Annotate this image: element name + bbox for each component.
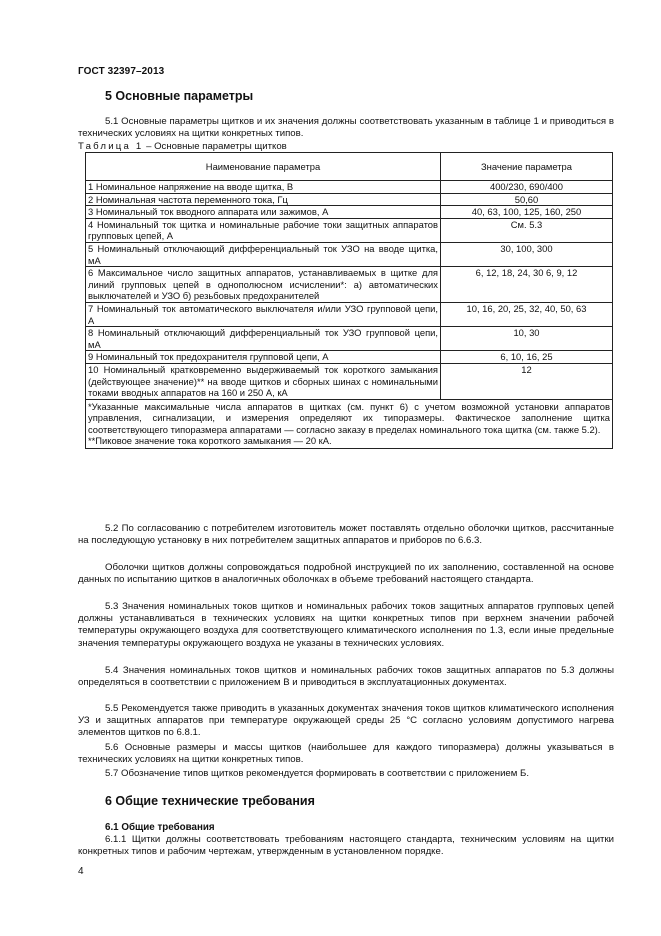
section-6-title: 6 Общие технические требования [105, 794, 315, 808]
paragraph-6-1-1-text: 6.1.1 Щитки должны соответствовать требованиям настоящего стандарта, техническим условиям на щитки конкретных типов и рабочим чертежам, утвержденным в установленном порядке. [78, 834, 614, 858]
paragraph-5-7 [78, 768, 614, 780]
paragraph-5-5-text: 5.5 Рекомендуется также приводить в указанных документах значения токов щитков климатического исполнения УЗ и защитных аппаратов при температуре окружающей среды 25 °С согласно условиям допустимого нагрева элементов щитков по 6.8.1. [78, 703, 614, 739]
table-cell-param: 4 Номинальный ток щитка и номинальные рабочие токи защитных аппаратов групповых цепей, А [86, 218, 441, 242]
paragraph-5-3 [78, 601, 614, 650]
subsection-6-1-title: 6.1 Общие требования [105, 822, 215, 833]
table-cell-value: См. 5.3 [441, 218, 613, 242]
table-row [86, 302, 613, 326]
table-row [86, 267, 613, 303]
paragraph-5-2 [78, 523, 614, 547]
table-header-value: Значение параметра [441, 153, 613, 181]
table-row [86, 242, 613, 266]
table-notes [86, 399, 613, 448]
table-cell-value: 10, 30 [441, 327, 613, 351]
table-cell-value: 12 [441, 363, 613, 399]
table-cell-param: 6 Максимальное число защитных аппаратов, устанавливаемых в щитке для линий групповых цепей в однополюсном исчислении*: а) автоматических выключателей и УЗО б) резьбовых предохранителей [86, 267, 441, 303]
table-cell-param: 1 Номинальное напряжение на вводе щитка, В [86, 181, 441, 194]
paragraph-5-7-text: 5.7 Обозначение типов щитков рекомендуется формировать в соответствии с приложением Б. [105, 768, 529, 779]
table-cell-param: 10 Номинальный кратковременно выдерживаемый ток короткого замыкания (действующее значение)** на вводе щитков и сборных шинах с номинальными токами вводных аппаратов на 160 и 250 А, кА [86, 363, 441, 399]
table-caption [78, 141, 287, 152]
page-number: 4 [78, 866, 84, 877]
table-header-row [86, 153, 613, 181]
table-cell-param: 5 Номинальный отключающий дифференциальный ток УЗО на вводе щитка, мА [86, 242, 441, 266]
paragraph-5-3-text: 5.3 Значения номинальных токов щитков и номинальных рабочих токов защитных аппаратов групповых цепей должны устанавливаться в технических условиях на щитки конкретных типов при верхнем значении рабочей температуры окружающего воздуха для соответствующего климатического исполнения по 1.3, если иные предельные значения температуры окружающего воздуха не указаны в технических условиях. [78, 601, 614, 649]
table-row [86, 363, 613, 399]
table-cell-param: 9 Номинальный ток предохранителя групповой цепи, А [86, 351, 441, 364]
table-cell-param: 7 Номинальный ток автоматического выключателя и/или УЗО групповой цепи, А [86, 302, 441, 326]
table-row [86, 206, 613, 219]
table-caption-text: – Основные параметры щитков [143, 141, 287, 152]
section-5-title: 5 Основные параметры [105, 89, 254, 103]
table-cell-value: 6, 10, 16, 25 [441, 351, 613, 364]
table-header-name: Наименование параметра [86, 153, 441, 181]
table-cell-value: 50,60 [441, 193, 613, 206]
table-cell-param: 8 Номинальный отключающий дифференциальный ток УЗО групповой цепи, мА [86, 327, 441, 351]
table-note-1: *Указанные максимальные числа аппаратов в щитках (см. пункт 6) с учетом возможной установки аппаратов управления, сигнализации, и измерения определяют их типоразмеры. Фактическое заполнение щитка соответствующего типоразмера аппаратами — согласно заказу в пределах номинального тока щитка (см. также 5.2). [88, 400, 610, 435]
table-cell-value: 10, 16, 20, 25, 32, 40, 50, 63 [441, 302, 613, 326]
table-caption-label: Таблица 1 [78, 141, 144, 152]
table-cell-value: 30, 100, 300 [441, 242, 613, 266]
table-note-2: **Пиковое значение тока короткого замыкания — 20 кА. [88, 435, 332, 447]
table-cell-param: 3 Номинальный ток вводного аппарата или зажимов, А [86, 206, 441, 219]
table-notes-row [86, 399, 613, 448]
paragraph-5-2-b-text: Оболочки щитков должны сопровождаться подробной инструкцией по их заполнению, составленной на основе данных по испытанию щитков в аналогичных оболочках в объеме требований настоящего стандарта. [78, 562, 614, 586]
table-row [86, 181, 613, 194]
parameters-table [85, 152, 613, 449]
paragraph-5-6-text: 5.6 Основные размеры и массы щитков (наибольшее для каждого типоразмера) должны указываться в технических условиях на щитки конкретных типов. [78, 742, 614, 766]
paragraph-5-1 [78, 116, 614, 140]
paragraph-5-6 [78, 742, 614, 766]
table-cell-param: 2 Номинальная частота переменного тока, Гц [86, 193, 441, 206]
paragraph-5-2-b [78, 562, 614, 586]
table-cell-value: 400/230, 690/400 [441, 181, 613, 194]
table-row [86, 327, 613, 351]
paragraph-5-1-text: 5.1 Основные параметры щитков и их значения должны соответствовать указанным в таблице 1 и приводиться в технических условиях на щитки конкретных типов. [78, 116, 614, 140]
paragraph-5-2-text: 5.2 По согласованию с потребителем изготовитель может поставлять отдельно оболочки щитков, рассчитанные на последующую установку в них потребителем защитных аппаратов и приборов по 6.6.3. [78, 523, 614, 547]
document-id: ГОСТ 32397–2013 [78, 66, 165, 77]
paragraph-5-5 [78, 703, 614, 740]
table-cell-value: 6, 12, 18, 24, 30 6, 9, 12 [441, 267, 613, 303]
paragraph-6-1-1 [78, 834, 614, 858]
paragraph-5-4 [78, 665, 614, 689]
table-row [86, 218, 613, 242]
table-row [86, 193, 613, 206]
table-row [86, 351, 613, 364]
paragraph-5-4-text: 5.4 Значения номинальных токов щитков и номинальных рабочих токов защитных аппаратов по 5.3 должны определяться в соответствии с приложением В и приводиться в эксплуатационных документах. [78, 665, 614, 689]
table-cell-value: 40, 63, 100, 125, 160, 250 [441, 206, 613, 219]
